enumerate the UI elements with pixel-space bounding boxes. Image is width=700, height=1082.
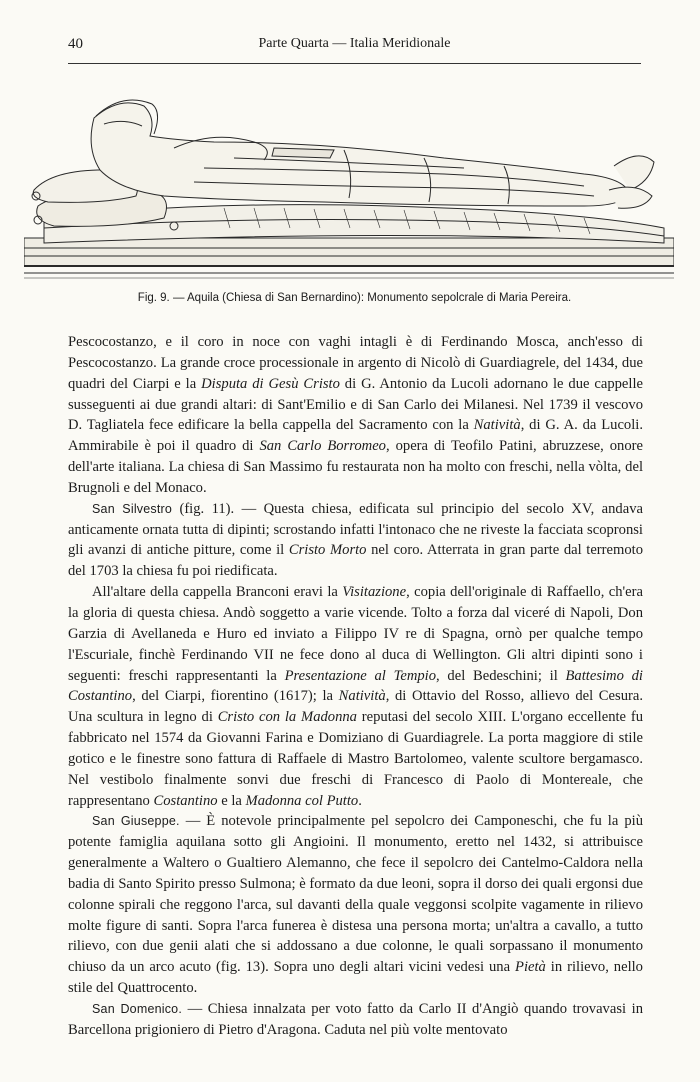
text-run: in rilievo, nello stile del Quattrocento. xyxy=(68,959,643,997)
page-header xyxy=(68,34,641,58)
italic-title: Cristo con la Madonna xyxy=(217,709,357,726)
figure-caption: Fig. 9. — Aquila (Chiesa di San Bernardino): Monumento sepolcrale di Maria Pereira. xyxy=(137,292,572,304)
section-lead: San Silvestro xyxy=(92,501,173,516)
italic-title: Pietà xyxy=(515,959,546,976)
paragraph xyxy=(68,332,643,499)
text-run: e la xyxy=(217,792,246,809)
italic-title: Costantino xyxy=(153,792,218,809)
tomb-effigy-illustration xyxy=(24,78,674,286)
text-run: , del Bedeschini; il xyxy=(436,667,566,684)
italic-title: San Carlo Borromeo xyxy=(259,438,386,455)
text-run: All'altare della cappella Branconi eravi la xyxy=(92,584,343,601)
text-run: . xyxy=(358,792,362,809)
text-run: di G. Antonio da Lucoli adornano le due cappelle susseguenti ai due grandi altari: di Sant'Emilio e di San Carlo dei Milanesi. Nel 1739 il vescovo D. Tagliatela fece edificare la bella cappella del Sacramento con la xyxy=(68,375,643,434)
italic-title: Presentazione al Tempio xyxy=(284,667,437,684)
text-run: — Chiesa innalzata per voto fatto da Carlo II d'Angiò quando trovavasi in Barcellona prigioniero di Pietro d'Aragona. Caduta nel più volte mentovato xyxy=(68,1001,643,1038)
text-run: , del Ciarpi, fiorentino (1617); la xyxy=(132,688,339,705)
figure-tomb-engraving xyxy=(24,78,674,286)
text-run: (fig. 11). — Questa chiesa, edificata sul principio del secolo XV, andava anticamente ornata tutta di dipinti; scrostando infatti l'intonaco che ne riveste la facciata scopronsi gli avanzi di antiche pitture, come il xyxy=(68,500,643,559)
paragraph xyxy=(68,499,643,582)
text-run: , di Ottavio del Rosso, allievo del Cesura. Una scultura in legno di xyxy=(68,688,643,726)
italic-title: Natività xyxy=(473,417,521,434)
body-text xyxy=(68,332,643,1041)
paragraph xyxy=(68,811,643,999)
text-run: nel coro. Atterrata in gran parte dal terremoto del 1703 la chiesa fu poi riedificata. xyxy=(68,542,644,580)
text-run: , di G. A. da Lucoli. Ammirabile è poi il quadro di xyxy=(68,417,643,455)
paragraph xyxy=(68,999,643,1041)
italic-title: Battesimo di Costantino xyxy=(68,667,643,705)
text-run: reputasi del secolo XIII. L'organo eccellente fu fabbricato nel 1574 da Giovanni Farina e Domiziano di Guardiagrele. La porta maggiore di stile gotico e le finestre sono fattura di Raffaele di Mastro Bartolomeo, valente scultore bergamasco. Nel vestibolo finalmente sonvi due freschi di Francesco di Paolo di Montereale, che rappresentano xyxy=(68,709,644,809)
italic-title: Cristo Morto xyxy=(288,542,367,559)
italic-title: Madonna col Putto xyxy=(245,792,359,809)
text-run: , opera di Teofilo Patini, abruzzese, onore dell'arte italiana. La chiesa di San Massimo fu restaurata non ha molto con freschi, nella vòlta, del Brugnoli e del Monaco. xyxy=(68,438,643,496)
italic-title: Visitazione xyxy=(342,584,407,601)
italic-title: Disputa di Gesù Cristo xyxy=(201,375,340,392)
page-number: 40 xyxy=(68,36,83,52)
text-run: , copia dell'originale di Raffaello, ch'era la gloria di questa chiesa. Andò soggetto a varie vicende. Tolto a forza dal viceré di Napoli, Don Garzia di Avellaneda e Huro ed inviato a Filippo IV re di Spagna, ornò per qualche tempo l'Escuriale, finchè Ferdinando VII ne fece dono al duca di Wellington. Gli altri dipinti sono i seguenti: freschi rappresentanti la xyxy=(68,584,643,684)
text-run: — È notevole principalmente pel sepolcro dei Camponeschi, che fu la più potente famiglia aquilana sotto gli Angioini. Il monumento, eretto nel 1432, si attribuisce generalmente a Waltero o Gualtiero Alemanno, che fece il sepolcro dei Cantelmo-Caldora nella badia di Santo Spirito presso Sulmona; è formato da due leoni, sopra il dorso dei quali ergonsi due colonne spirali che reggono l'arca, sul davanti della quale veggonsi scolpite vagamente in rilievo molte figure di santi. Sopra l'arca funerea è distesa una persona morta; un'altra a cavallo, a tutto rilievo, con due genii alati che si addossano a due colonne, le quali sorpassano il monumento chiuso da un arco acuto (fig. 13). Sopra uno degli altari vicini vedesi una xyxy=(68,813,643,976)
header-rule xyxy=(68,63,641,64)
text-run: Pescocostanzo, e il coro in noce con vaghi intagli è di Ferdinando Mosca, anch'esso di Pescocostanzo. La grande croce processionale in argento di Nicolò di Guardiagrele, del 1434, due quadri del Ciarpi e la xyxy=(68,334,643,392)
section-lead: San Giuseppe. xyxy=(92,814,180,829)
italic-title: Natività xyxy=(338,688,386,705)
section-lead: San Domenico. xyxy=(92,1002,182,1016)
running-head: Parte Quarta — Italia Meridionale xyxy=(258,36,451,51)
paragraph xyxy=(68,582,643,811)
